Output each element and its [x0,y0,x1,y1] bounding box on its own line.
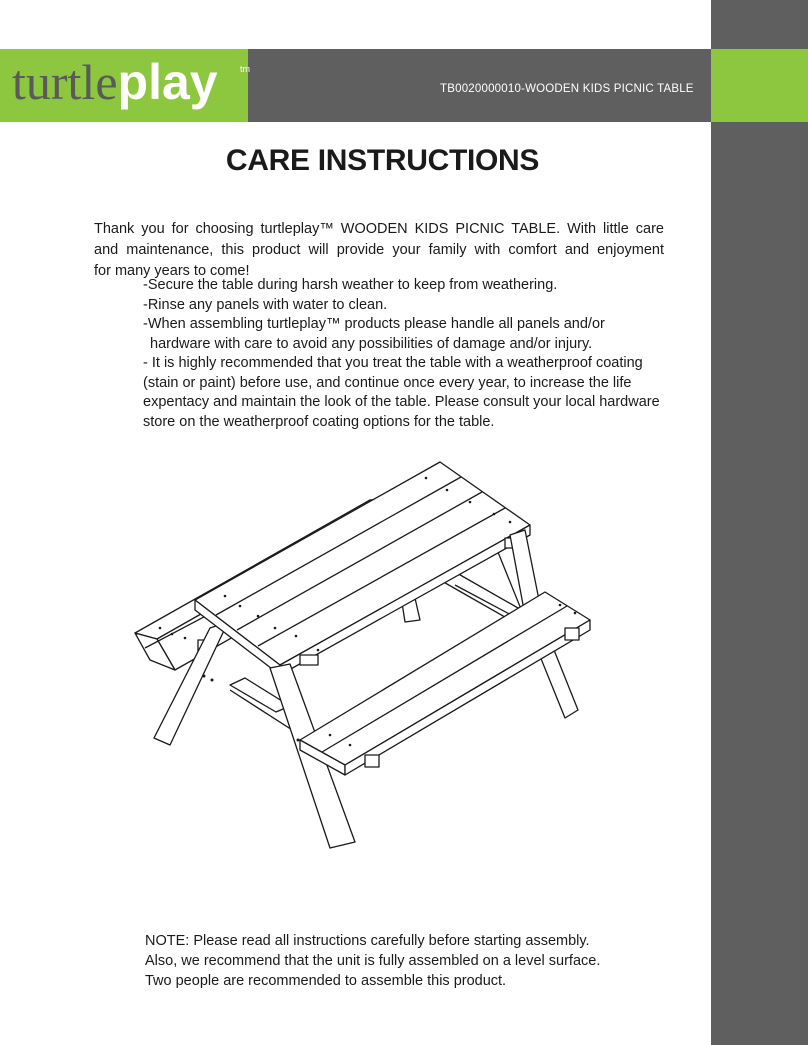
intro-line: Thank you for choosing turtleplay™ WOODEN KIDS PICNIC TABLE. With little care [94,221,664,237]
brand-logo [12,52,218,112]
instruction-line: - It is highly recommended that you treat the table with a weatherproof coating [143,355,643,371]
note-line: Also, we recommend that the unit is fully assembled on a level surface. [145,953,601,969]
trademark-mark: tm [240,64,250,74]
instruction-line: -When assembling turtleplay™ products please handle all panels and/or [143,316,605,332]
instruction-line: expentacy and maintain the look of the table. Please consult your local hardware [143,394,660,410]
care-instructions-list [143,276,683,432]
logo-text-bold: play [117,54,218,110]
instruction-line: -Rinse any panels with water to clean. [143,296,388,313]
logo-text-light: turtle [12,54,118,110]
picnic-table-illustration [128,455,598,855]
product-code: TB0020000010-WOODEN KIDS PICNIC TABLE [440,83,694,95]
intro-paragraph [94,219,664,282]
instruction-item [143,296,683,316]
instruction-line: hardware with care to avoid any possibilities of damage and/or injury. [150,335,593,352]
intro-line: and maintenance, this product will provide your family with comfort and enjoyment [94,242,664,258]
note-line: NOTE: Please read all instructions carefully before starting assembly. [145,933,590,949]
intro-line: for many years to come! [94,263,250,279]
instruction-item [143,315,683,354]
page-title: CARE INSTRUCTIONS [225,144,540,177]
assembly-note [145,931,665,991]
instruction-line: store on the weatherproof coating options for the table. [143,413,495,430]
instruction-item [143,354,683,432]
instruction-line: -Secure the table during harsh weather to keep from weathering. [143,277,558,293]
instruction-item [143,276,683,296]
note-line: Two people are recommended to assemble this product. [145,973,507,989]
header-green-accent [711,49,808,122]
instruction-line: (stain or paint) before use, and continue once every year, to increase the life [143,374,632,391]
